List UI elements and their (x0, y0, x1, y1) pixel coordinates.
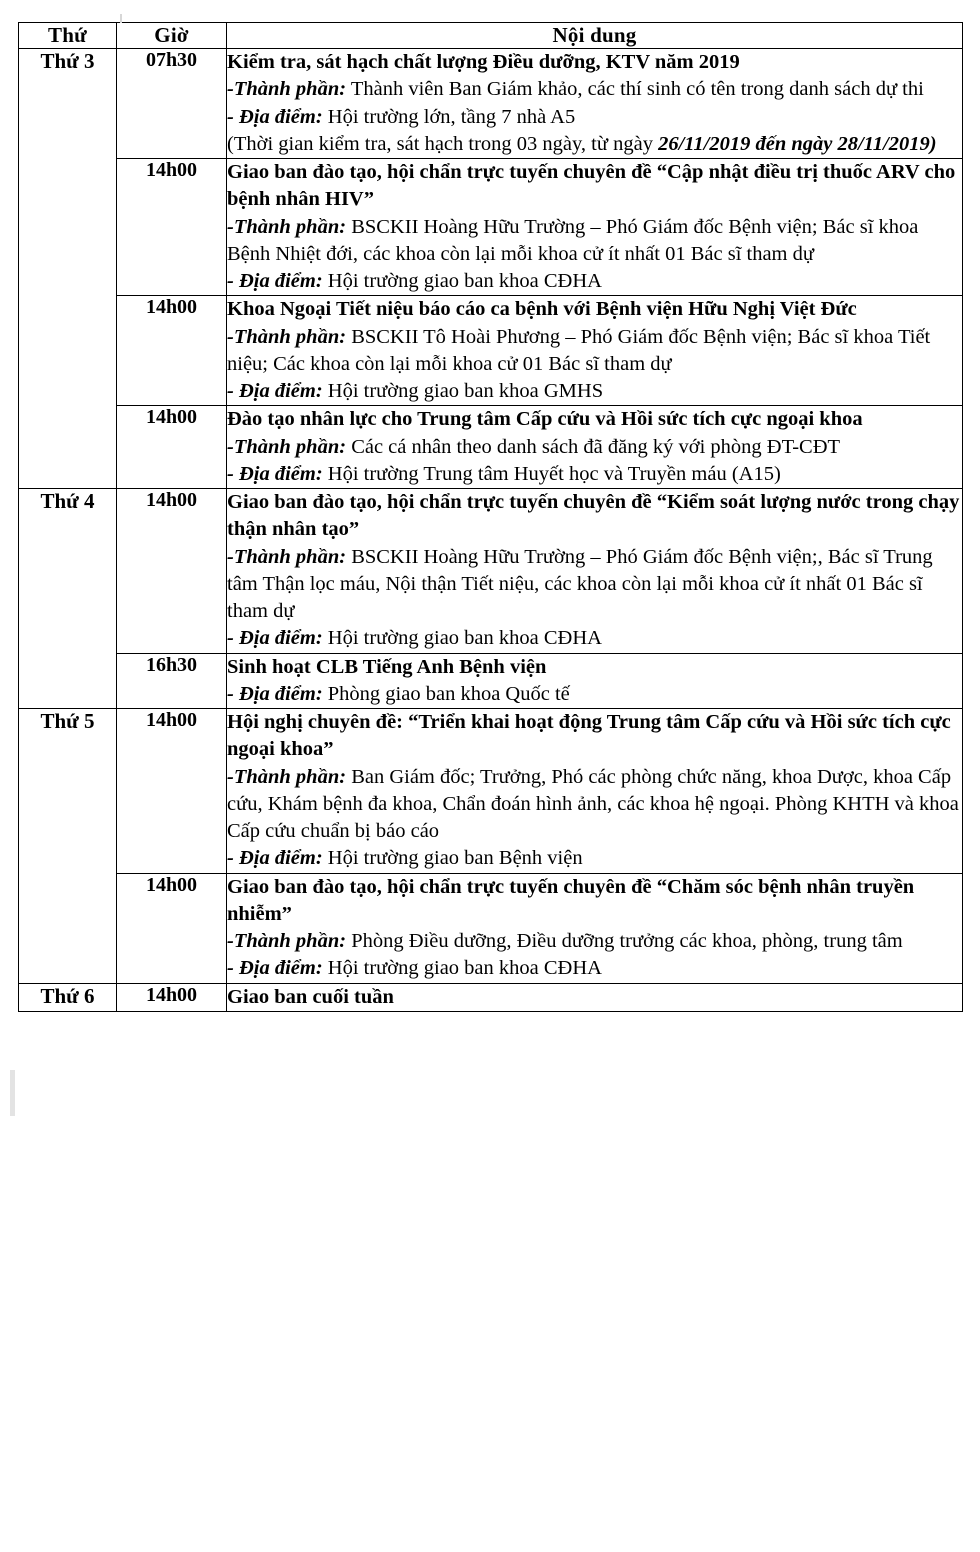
event-detail (227, 928, 962, 955)
event-detail (227, 324, 962, 379)
column-header-content: Nội dung (227, 23, 963, 49)
event-detail-label: -Thành phần: (227, 765, 347, 788)
event-detail-label: -Thành phần: (227, 325, 347, 348)
content-cell (227, 709, 963, 874)
table-row (19, 489, 963, 654)
event-detail-text: Ban Giám đốc; Trưởng, Phó các phòng chức năng, khoa Dược, khoa Cấp cứu, Khám bệnh đa khoa, Chẩn đoán hình ảnh, các khoa hệ ngoại. Phòng KHTH và khoa Cấp cứu chuẩn bị báo cáo (227, 765, 959, 842)
content-cell (227, 489, 963, 654)
time-cell: 14h00 (117, 489, 227, 654)
time-cell: 07h30 (117, 49, 227, 159)
scan-artifact-top (120, 14, 122, 23)
event-detail-label: - Địa điểm: (227, 847, 323, 870)
event-title (227, 709, 962, 764)
event-detail-text: BSCKII Tô Hoài Phương – Phó Giám đốc Bệnh viện; Bác sĩ khoa Tiết niệu; Các khoa còn lại mỗi khoa cử 01 Bác sĩ tham dự (227, 325, 931, 375)
time-cell: 14h00 (117, 159, 227, 296)
event-detail (227, 104, 962, 131)
event-detail-label: - Địa điểm: (227, 462, 323, 485)
event-title (227, 489, 962, 544)
event-title (227, 296, 962, 323)
table-row (19, 159, 963, 296)
time-cell: 16h30 (117, 653, 227, 709)
event-detail (227, 214, 962, 269)
event-detail-text: Hội trường giao ban khoa CĐHA (322, 627, 602, 650)
event-detail-text: Hội trường lớn, tầng 7 nhà A5 (322, 105, 576, 128)
table-body (19, 49, 963, 1012)
scan-artifact-left (10, 1070, 15, 1116)
table-header (19, 23, 963, 49)
event-detail-label: - Địa điểm: (227, 380, 323, 402)
table-row (19, 406, 963, 489)
schedule-table (18, 22, 963, 1012)
event-detail-label: -Thành phần: (227, 215, 347, 238)
event-title (227, 874, 962, 929)
event-detail (227, 764, 962, 846)
day-cell: Thứ 5 (19, 709, 117, 984)
time-cell: 14h00 (117, 983, 227, 1011)
day-cell: Thứ 3 (19, 49, 117, 489)
event-detail-label: - Địa điểm: (227, 270, 323, 292)
event-detail-text: Hội trường giao ban khoa CĐHA (322, 957, 602, 980)
event-title-text: Sinh hoạt CLB Tiếng Anh Bệnh viện (227, 655, 547, 678)
event-detail (227, 76, 962, 103)
content-cell (227, 873, 963, 983)
table-row (19, 983, 963, 1011)
event-title (227, 159, 962, 214)
time-cell: 14h00 (117, 709, 227, 874)
event-detail-label: -Thành phần: (227, 78, 347, 101)
content-cell (227, 49, 963, 159)
event-detail-text: Thành viên Ban Giám khảo, các thí sinh có tên trong danh sách dự thi (346, 78, 924, 101)
content-cell (227, 296, 963, 406)
event-title-text: Giao ban cuối tuần (227, 985, 394, 1008)
event-title (227, 984, 962, 1011)
table-row (19, 653, 963, 709)
day-cell: Thứ 4 (19, 489, 117, 709)
event-detail (227, 378, 962, 405)
table-row (19, 873, 963, 983)
event-detail-text: Phòng giao ban khoa Quốc tế (322, 682, 570, 705)
event-title (227, 49, 962, 76)
event-detail-label: - Địa điểm: (227, 627, 323, 650)
column-header-day: Thứ (19, 23, 117, 49)
content-cell (227, 983, 963, 1011)
event-note-text: (Thời gian kiểm tra, sát hạch trong 03 ngày, từ ngày (227, 132, 659, 155)
table-row (19, 296, 963, 406)
event-detail (227, 845, 962, 872)
event-detail-text: Phòng Điều dưỡng, Điều dưỡng trưởng các khoa, phòng, trung tâm (346, 930, 903, 952)
event-title-text: Khoa Ngoại Tiết niệu báo cáo ca bệnh với Bệnh viện Hữu Nghị Việt Đức (227, 298, 857, 321)
event-detail-text: Hội trường giao ban Bệnh viện (322, 847, 583, 870)
event-title-text: Giao ban đào tạo, hội chẩn trực tuyến chuyên đề “Chăm sóc bệnh nhân truyền nhiễm” (227, 875, 915, 925)
event-title-text: Giao ban đào tạo, hội chẩn trực tuyến chuyên đề “Cập nhật điều trị thuốc ARV cho bệnh nhân HIV” (227, 161, 956, 211)
event-detail (227, 461, 962, 488)
event-detail-text: Hội trường giao ban khoa CĐHA (322, 270, 602, 292)
event-detail-text: Hội trường Trung tâm Huyết học và Truyền máu (A15) (322, 462, 781, 485)
event-note-emphasis: 26/11/2019 đến ngày 28/11/2019) (658, 132, 937, 155)
column-header-time: Giờ (117, 23, 227, 49)
event-detail-text: BSCKII Hoàng Hữu Trường – Phó Giám đốc Bệnh viện;, Bác sĩ Trung tâm Thận lọc máu, Nội thận Tiết niệu, các khoa còn lại mỗi khoa cử ít nhất 01 Bác sĩ tham dự (227, 545, 933, 622)
event-detail (227, 544, 962, 626)
table-row (19, 49, 963, 159)
event-detail (227, 955, 962, 982)
event-detail (227, 625, 962, 652)
event-detail-label: -Thành phần: (227, 545, 347, 568)
event-detail (227, 434, 962, 461)
content-cell (227, 406, 963, 489)
event-detail-label: -Thành phần: (227, 930, 347, 952)
event-title (227, 406, 962, 433)
event-detail-text: Hội trường giao ban khoa GMHS (322, 380, 604, 402)
day-cell: Thứ 6 (19, 983, 117, 1011)
content-cell (227, 653, 963, 709)
time-cell: 14h00 (117, 873, 227, 983)
event-title-text: Đào tạo nhân lực cho Trung tâm Cấp cứu và Hồi sức tích cực ngoại khoa (227, 408, 863, 431)
table-row (19, 709, 963, 874)
event-detail-label: - Địa điểm: (227, 105, 323, 128)
event-detail-label: - Địa điểm: (227, 682, 323, 705)
event-detail-text: BSCKII Hoàng Hữu Trường – Phó Giám đốc Bệnh viện; Bác sĩ khoa Bệnh Nhiệt đới, các khoa còn lại mỗi khoa cử ít nhất 01 Bác sĩ tham dự (227, 215, 919, 265)
time-cell: 14h00 (117, 406, 227, 489)
event-title (227, 654, 962, 681)
event-title-text: Giao ban đào tạo, hội chẩn trực tuyến chuyên đề “Kiểm soát lượng nước trong chạy thận nhân tạo” (227, 491, 960, 541)
event-note (227, 131, 962, 158)
event-title-text: Hội nghị chuyên đề: “Triển khai hoạt động Trung tâm Cấp cứu và Hồi sức tích cực ngoại khoa” (227, 711, 951, 761)
event-detail-label: -Thành phần: (227, 435, 347, 458)
event-detail-label: - Địa điểm: (227, 957, 323, 980)
content-cell (227, 159, 963, 296)
event-detail (227, 681, 962, 708)
time-cell: 14h00 (117, 296, 227, 406)
event-detail (227, 268, 962, 295)
event-title-text: Kiểm tra, sát hạch chất lượng Điều dưỡng, KTV năm 2019 (227, 51, 740, 73)
table-header-row (19, 23, 963, 49)
event-detail-text: Các cá nhân theo danh sách đã đăng ký với phòng ĐT-CĐT (346, 435, 841, 458)
